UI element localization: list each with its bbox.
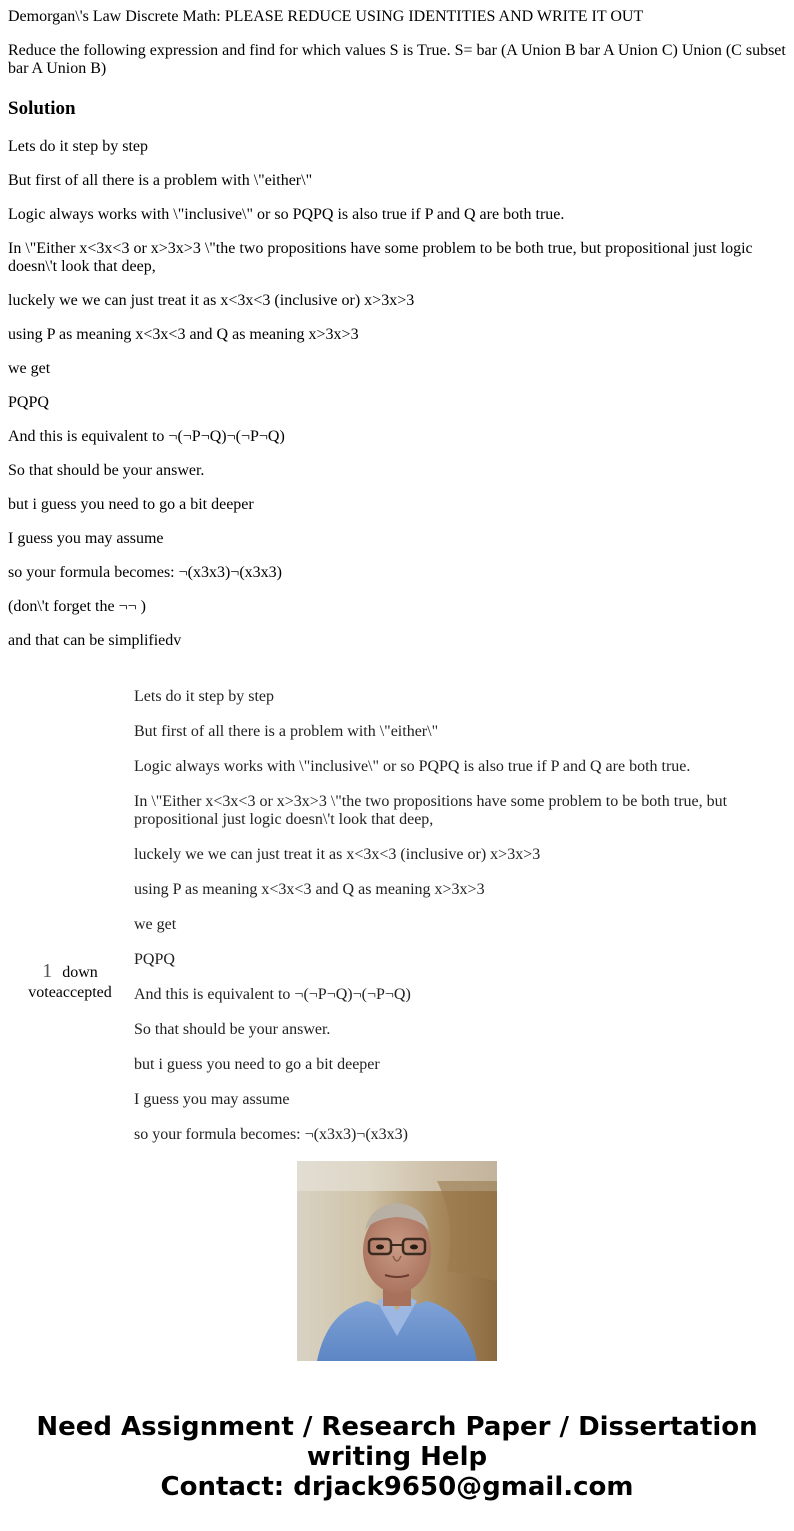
answer-line: And this is equivalent to ¬(¬P¬Q)¬(¬P¬Q) [134,986,411,1003]
solution-line: using P as meaning x<3x<3 and Q as meaning x>3x>3 [8,326,359,343]
solution-line: (don\'t forget the ¬¬ ) [8,598,146,615]
solution-line: so your formula becomes: ¬(x3x3)¬(x3x3) [8,564,282,581]
solution-line: luckely we we can just treat it as x<3x<3 (inclusive or) x>3x>3 [8,292,415,309]
answer-line: So that should be your answer. [134,1021,331,1038]
answer-line: Lets do it step by step [134,688,274,705]
accepted-answer [0,680,794,1143]
answer-line: but i guess you need to go a bit deeper [134,1056,380,1073]
vote-column [20,960,120,1003]
avatar-portrait-image [297,1161,497,1361]
question-body: Reduce the following expression and find for which values S is True. S= bar (A Union B bar A Union C) Union (C subset bar A Union B) [8,42,786,77]
answer-line: using P as meaning x<3x<3 and Q as meaning x>3x>3 [134,881,485,898]
answer-line: so your formula becomes: ¬(x3x3)¬(x3x3) [134,1126,408,1143]
solution-line: So that should be your answer. [8,462,205,479]
author-avatar [297,1161,497,1361]
solution-line: but i guess you need to go a bit deeper [8,496,254,513]
vote-accepted-label: voteaccepted [28,984,112,1001]
solution-line: we get [8,360,51,377]
promo-banner [0,1412,794,1502]
solution-body [8,138,786,650]
solution-line: In \"Either x<3x<3 or x>3x>3 \"the two propositions have some problem to be both true, but propositional just logic doesn\'t look that deep, [8,240,753,275]
answer-line: PQPQ [134,951,175,968]
solution-line: PQPQ [8,394,49,411]
answer-line: we get [134,916,177,933]
answer-line: luckely we we can just treat it as x<3x<3 (inclusive or) x>3x>3 [134,846,541,863]
answer-body [134,680,754,1161]
solution-heading: Solution [8,98,76,119]
solution-line: I guess you may assume [8,530,164,547]
answer-line: Logic always works with \"inclusive\" or so PQPQ is also true if P and Q are both true. [134,758,691,775]
vote-down-label[interactable]: down [62,964,98,981]
promo-line-1: Need Assignment / Research Paper / Dissertation [36,1412,758,1442]
solution-line: Logic always works with \"inclusive\" or so PQPQ is also true if P and Q are both true. [8,206,565,223]
question-title: Demorgan\'s Law Discrete Math: PLEASE REDUCE USING IDENTITIES AND WRITE IT OUT [8,8,644,25]
answer-line: I guess you may assume [134,1091,290,1108]
answer-line: In \"Either x<3x<3 or x>3x>3 \"the two propositions have some problem to be both true, but propositional just logic doesn\'t look that deep, [134,793,728,828]
solution-line: Lets do it step by step [8,138,148,155]
promo-contact[interactable]: Contact: drjack9650@gmail.com [160,1472,634,1502]
vote-count: 1 [42,960,53,982]
solution-line: And this is equivalent to ¬(¬P¬Q)¬(¬P¬Q) [8,428,285,445]
page-content [0,8,794,650]
answer-line: But first of all there is a problem with \"either\" [134,723,439,740]
solution-line: But first of all there is a problem with \"either\" [8,172,313,189]
solution-line: and that can be simplifiedv [8,632,182,649]
promo-line-2: writing Help [306,1442,488,1472]
